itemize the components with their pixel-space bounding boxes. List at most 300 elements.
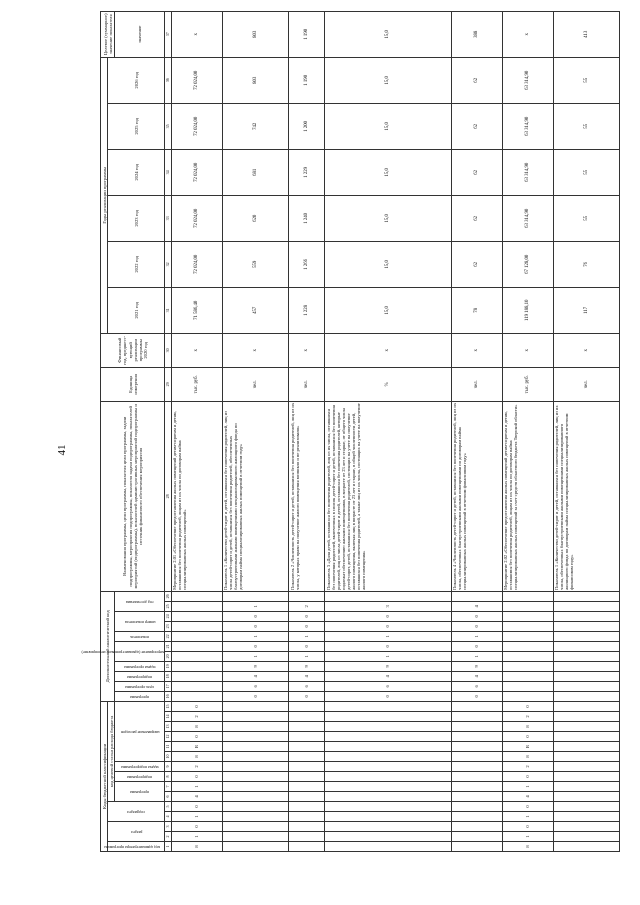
kbk-code-cell bbox=[222, 722, 288, 732]
kbk-code-cell: 1 bbox=[171, 832, 222, 842]
column-index: 36 bbox=[165, 57, 171, 103]
extra-code-cell: 0 bbox=[289, 691, 325, 701]
kbk-code-cell bbox=[553, 722, 619, 732]
kbk-code-cell: 0 bbox=[171, 772, 222, 782]
extra-code-cell bbox=[553, 611, 619, 621]
extra-code-cell: 1 bbox=[222, 631, 288, 641]
kbk-code-cell bbox=[289, 722, 325, 732]
extra-code-cell: 2 bbox=[289, 601, 325, 611]
kbk-code-cell bbox=[289, 822, 325, 832]
kbk-code-cell bbox=[451, 732, 502, 742]
kbk-code-cell bbox=[325, 842, 451, 852]
podrazdel-header-text: подраздел bbox=[127, 809, 145, 815]
podprogramma-header bbox=[115, 772, 165, 782]
row-year-value: 72 024,00 bbox=[171, 103, 222, 149]
extra-code-cell bbox=[553, 591, 619, 601]
extra-code-cell bbox=[171, 671, 222, 681]
extra-code-cell: 9 bbox=[222, 661, 288, 671]
kbk-code-cell bbox=[553, 792, 619, 802]
row-name: Показатель 4 «Численность детей-сирот и детей, оставшихся без попечения родителей, лиц из их числа, обеспеченных благоустроенными жилыми помещениями по договорам найма специализированных жилых помещений в отчетном финансовом году» bbox=[451, 401, 502, 591]
kbk-code-cell bbox=[553, 812, 619, 822]
column-index: 29 bbox=[165, 367, 171, 401]
kbk-code-cell bbox=[451, 792, 502, 802]
program-header-text: программа bbox=[130, 789, 150, 795]
kbk-code-cell bbox=[451, 832, 502, 842]
row-financing: х bbox=[171, 333, 222, 367]
kbk-code-cell bbox=[222, 762, 288, 772]
kbk-code-cell bbox=[325, 752, 451, 762]
row-year-value: 71 586,40 bbox=[171, 287, 222, 333]
row-year-value: 63 314,90 bbox=[502, 149, 553, 195]
row-year-value: 742 bbox=[222, 103, 288, 149]
kbk-code-cell bbox=[289, 842, 325, 852]
row-year-value: 55 bbox=[553, 195, 619, 241]
row-name: Показатель 1 «Количество детей-сирот и детей, оставшихся без попечения родителей, лиц из их числа, обеспеченных благоустроенными жилыми помещениями специализированного жилищного фонда по договорам найма специализированных жилых помещений в отчетном финансовом году» bbox=[553, 401, 619, 591]
extra-code-cell: 4 bbox=[325, 671, 451, 681]
row-year-value: 119 188,10 bbox=[502, 287, 553, 333]
extra-cel-header-1 bbox=[115, 681, 165, 691]
kbk-code-cell bbox=[289, 792, 325, 802]
extra-podprogramma-header-2-text: подпрограмма bbox=[127, 674, 153, 680]
extra-code-cell bbox=[171, 691, 222, 701]
extra-code-cell: 6 bbox=[451, 681, 502, 691]
header-row-groups bbox=[101, 11, 108, 851]
extra-code-cell bbox=[553, 641, 619, 651]
kbk-code-cell bbox=[451, 822, 502, 832]
kbk-code-cell: R bbox=[502, 742, 553, 752]
kbk-code-cell: 2 bbox=[502, 762, 553, 772]
extra-code-cell: 1 bbox=[222, 601, 288, 611]
kbk-code-cell bbox=[553, 762, 619, 772]
row-name: Мероприятие 2.02 «Обеспечение предоставления жилых помещений детям-сиротам и детям, оставшимся без попечения родителей, лицам из их числа по договорам найма специализированных жилых помещений за счет средств областного бюджета Тверской области» bbox=[502, 401, 553, 591]
row-year-value: 559 bbox=[222, 241, 288, 287]
extra-program-header-0-text: программа bbox=[130, 694, 150, 700]
extra-code-cell: 0 bbox=[289, 641, 325, 651]
column-index: 31 bbox=[165, 287, 171, 333]
column-index: 37 bbox=[165, 11, 171, 57]
row-year-value: 78 bbox=[451, 287, 502, 333]
extra-code-cell bbox=[502, 681, 553, 691]
row-year-value: 1 266 bbox=[289, 241, 325, 287]
extra-code-cell: 3 bbox=[325, 601, 451, 611]
napravlenie-header-text: направление расходов bbox=[120, 729, 160, 735]
kbk-code-cell: 0 bbox=[171, 802, 222, 812]
zadacha-header-text: задача подпрограммы bbox=[120, 764, 159, 770]
kbk-code-cell bbox=[451, 762, 502, 772]
extra-code-cell: 0 bbox=[289, 621, 325, 631]
kbk-code-cell bbox=[289, 762, 325, 772]
row-name: Показатель 1 «Количество детей-сирот и детей, оставшихся без попечения родителей, лиц из числа детей-сирот и детей, оставшихся без попечения родителей, обеспеченных благоустроенными жилыми помещениями специализированного жилищного фонда по договорам найма специализированных жилых помещений в отчетном году» bbox=[222, 401, 288, 591]
extra-code-cell: 6 bbox=[289, 681, 325, 691]
admin-code-header-text: код администратора программы bbox=[104, 844, 161, 850]
kbk-code-cell bbox=[222, 742, 288, 752]
row-year-value: 1 190 bbox=[289, 57, 325, 103]
kbk-code-cell bbox=[222, 842, 288, 852]
kbk-code-cell bbox=[553, 842, 619, 852]
extra-code-cell bbox=[325, 591, 451, 601]
kbk-code-cell bbox=[553, 772, 619, 782]
row-unit: чел. bbox=[289, 367, 325, 401]
kbk-code-cell bbox=[289, 782, 325, 792]
row-year-value: 62 bbox=[451, 195, 502, 241]
kbk-code-cell bbox=[451, 842, 502, 852]
row-financing: х bbox=[222, 333, 288, 367]
row-year-value: 15,0 bbox=[325, 241, 451, 287]
extra-code-cell bbox=[553, 601, 619, 611]
row-target: х bbox=[171, 11, 222, 57]
row-unit: тыс. руб. bbox=[171, 367, 222, 401]
podrazdel-header bbox=[108, 802, 165, 822]
row-unit: % bbox=[325, 367, 451, 401]
table-row bbox=[502, 11, 553, 851]
year-header-6: 2026 год bbox=[108, 57, 165, 103]
row-year-value: 63 314,90 bbox=[502, 195, 553, 241]
extra-code-cell bbox=[502, 691, 553, 701]
row-financing: х bbox=[502, 333, 553, 367]
extra-code-cell bbox=[553, 621, 619, 631]
year-header-5: 2025 год bbox=[108, 103, 165, 149]
target-value-header: значение bbox=[115, 11, 165, 57]
extra-code-cell bbox=[553, 681, 619, 691]
kbk-code-cell bbox=[222, 832, 288, 842]
extra-code-cell: 0 bbox=[451, 621, 502, 631]
extra-code-cell: 6 bbox=[325, 681, 451, 691]
column-index: 33 bbox=[165, 195, 171, 241]
row-year-value: 1 200 bbox=[289, 103, 325, 149]
kbk-code-cell bbox=[325, 712, 451, 722]
extra-code-cell bbox=[171, 611, 222, 621]
kbk-code-cell bbox=[451, 772, 502, 782]
kbk-code-cell: 0 bbox=[171, 822, 222, 832]
kbk-code-cell: 0 bbox=[171, 701, 222, 711]
extra-code-cell bbox=[171, 651, 222, 661]
kbk-code-cell bbox=[553, 732, 619, 742]
column-index: 4 bbox=[165, 812, 171, 822]
extra-code-cell bbox=[171, 631, 222, 641]
kbk-code-cell bbox=[222, 812, 288, 822]
extra-code-cell: 6 bbox=[222, 681, 288, 691]
kbk-code-cell bbox=[325, 822, 451, 832]
kbk-code-cell bbox=[325, 792, 451, 802]
razdel-header-text: раздел bbox=[130, 829, 142, 835]
year-header-2: 2022 год bbox=[108, 241, 165, 287]
row-year-value: 55 bbox=[553, 149, 619, 195]
kbk-code-cell bbox=[325, 832, 451, 842]
kbk-code-cell: R bbox=[171, 742, 222, 752]
program-indicators-table bbox=[81, 11, 620, 852]
extra-code-cell: 0 bbox=[222, 641, 288, 651]
extra-program-header-0 bbox=[115, 691, 165, 701]
kbk-code-cell bbox=[222, 701, 288, 711]
kbk-code-cell: 8 bbox=[502, 842, 553, 852]
year-header-3: 2023 год bbox=[108, 195, 165, 241]
kbk-code-cell bbox=[289, 742, 325, 752]
names-header: Наименования программы, цели программы, показателя цели программы, задачи подпрограммы, мероприятия подпрограммы, показателя задачи подпрограммы, показателей мероприятий (подпрограммы), показателей административных мероприятий подпрограммы и источник финансового обеспечения мероприятия bbox=[101, 401, 165, 591]
financing-year-header: Финансовый год, предшест-вующий реализации программы 2020 год bbox=[101, 333, 165, 367]
row-target: 15,0 bbox=[325, 11, 451, 57]
column-index: 5 bbox=[165, 802, 171, 812]
column-index: 30 bbox=[165, 333, 171, 367]
column-index: 26 bbox=[165, 591, 171, 601]
column-index: 1 bbox=[165, 842, 171, 852]
kbk-code-cell bbox=[325, 782, 451, 792]
extra-code-cell: 0 bbox=[325, 621, 451, 631]
row-year-value: 15,0 bbox=[325, 195, 451, 241]
extra-code-cell bbox=[502, 661, 553, 671]
kbk-code-cell bbox=[222, 782, 288, 792]
extra-code-cell: 0 bbox=[222, 611, 288, 621]
kbk-code-cell bbox=[289, 832, 325, 842]
extra-code-cell: 9 bbox=[451, 661, 502, 671]
column-index: 19 bbox=[165, 661, 171, 671]
extra-code-cell: 4 bbox=[289, 671, 325, 681]
kbk-code-cell: 0 bbox=[502, 802, 553, 812]
extra-code-cell: 0 bbox=[451, 641, 502, 651]
kbk-code-cell bbox=[222, 732, 288, 742]
column-index: 3 bbox=[165, 822, 171, 832]
extra-code-cell: 9 bbox=[325, 661, 451, 671]
row-year-value: 72 024,00 bbox=[171, 241, 222, 287]
kbk-code-cell bbox=[451, 782, 502, 792]
row-target: 803 bbox=[222, 11, 288, 57]
kbk-code-cell bbox=[289, 732, 325, 742]
column-index: 13 bbox=[165, 722, 171, 732]
row-year-value: 1 229 bbox=[289, 149, 325, 195]
kbk-code-cell: 2 bbox=[171, 712, 222, 722]
program-header bbox=[115, 782, 165, 802]
extra-code-cell bbox=[502, 591, 553, 601]
unit-header: Единица измерения bbox=[101, 367, 165, 401]
kbk-code-cell: 4 bbox=[502, 792, 553, 802]
column-index: 6 bbox=[165, 792, 171, 802]
extra-code-cell: 0 bbox=[222, 621, 288, 631]
row-target: 1 190 bbox=[289, 11, 325, 57]
extra-code-cell bbox=[222, 591, 288, 601]
extra-pokazatel-header-5-text: показатель bbox=[130, 634, 150, 640]
kbk-code-cell bbox=[451, 701, 502, 711]
column-index: 11 bbox=[165, 742, 171, 752]
extra-code-cell bbox=[553, 661, 619, 671]
extra-code-cell bbox=[171, 681, 222, 691]
kbk-code-cell bbox=[325, 762, 451, 772]
column-index: 2 bbox=[165, 832, 171, 842]
row-financing: х bbox=[451, 333, 502, 367]
column-index: 9 bbox=[165, 762, 171, 772]
extra-code-cell bbox=[502, 621, 553, 631]
column-index: 28 bbox=[165, 401, 171, 591]
extra-code-cell: 1 bbox=[222, 651, 288, 661]
kbk-code-cell: 0 bbox=[502, 822, 553, 832]
extra-code-cell: 1 bbox=[289, 631, 325, 641]
kbk-code-cell: 8 bbox=[171, 722, 222, 732]
kbk-code-cell bbox=[222, 802, 288, 812]
kbk-code-cell: 8 bbox=[171, 842, 222, 852]
extra-code-cell bbox=[502, 651, 553, 661]
kbk-code-cell bbox=[325, 732, 451, 742]
page-number: 41 bbox=[56, 444, 68, 456]
column-index: 35 bbox=[165, 103, 171, 149]
extra-cel-header-1-text: цель программы bbox=[125, 684, 155, 690]
cbs-group-header: код целевой статьи расхода бюджета bbox=[108, 701, 115, 801]
row-name: Мероприятие 2.01 «Обеспечение предоставления жилых помещений детям-сиротам и детям, оставшимся без попечения родителей, лицам из их числа по договорам найма специализированных жилых помещений» bbox=[171, 401, 222, 591]
row-year-value: 1 240 bbox=[289, 195, 325, 241]
extra-code-cell bbox=[502, 631, 553, 641]
row-financing: х bbox=[325, 333, 451, 367]
zadacha-header bbox=[115, 762, 165, 772]
table-row bbox=[289, 11, 325, 851]
kbk-code-cell bbox=[289, 812, 325, 822]
row-target: х bbox=[502, 11, 553, 57]
extra-code-cell bbox=[171, 621, 222, 631]
extra-code-group-header: Дополнительный аналитический код bbox=[101, 591, 115, 701]
years-group-header: Годы реализации программы bbox=[101, 57, 108, 333]
extra-code-cell: 4 bbox=[451, 601, 502, 611]
column-index: 22 bbox=[165, 631, 171, 641]
extra-code-cell bbox=[171, 661, 222, 671]
column-index: 15 bbox=[165, 701, 171, 711]
kbk-code-cell bbox=[553, 832, 619, 842]
kbk-code-cell: 1 bbox=[502, 832, 553, 842]
row-year-value: 62 bbox=[451, 149, 502, 195]
extra-code-cell: 1 bbox=[289, 651, 325, 661]
extra-code-cell bbox=[553, 671, 619, 681]
table-row bbox=[222, 11, 288, 851]
kbk-code-cell: 1 bbox=[502, 812, 553, 822]
row-year-value: 63 314,90 bbox=[502, 57, 553, 103]
year-header-4: 2024 год bbox=[108, 149, 165, 195]
extra-god-header-7-text: год достижения bbox=[126, 599, 154, 605]
extra-code-cell bbox=[171, 601, 222, 611]
extra-code-cell: 1 bbox=[325, 651, 451, 661]
year-header-1: 2021 год bbox=[108, 287, 165, 333]
extra-meropriyatie-header-4-text: мероприятие (административное мероприятие) bbox=[81, 649, 164, 655]
extra-code-cell: 4 bbox=[222, 671, 288, 681]
kbk-code-cell: 0 bbox=[502, 701, 553, 711]
row-year-value: 55 bbox=[553, 103, 619, 149]
kbk-code-cell bbox=[553, 822, 619, 832]
kbk-code-cell bbox=[289, 772, 325, 782]
extra-podprogramma-header-2 bbox=[115, 671, 165, 681]
kbk-code-cell bbox=[451, 722, 502, 732]
row-year-value: 67 128,00 bbox=[502, 241, 553, 287]
kbk-code-cell bbox=[222, 712, 288, 722]
kbk-code-cell bbox=[553, 782, 619, 792]
kbk-code-cell: 8 bbox=[502, 752, 553, 762]
kbk-code-cell: 1 bbox=[171, 782, 222, 792]
kbk-code-cell: 2 bbox=[171, 762, 222, 772]
extra-pokazatel-header-5 bbox=[115, 631, 165, 641]
column-index: 25 bbox=[165, 601, 171, 611]
extra-code-cell: 4 bbox=[451, 671, 502, 681]
column-index: 34 bbox=[165, 149, 171, 195]
row-unit: чел. bbox=[451, 367, 502, 401]
kbk-code-cell bbox=[289, 701, 325, 711]
row-year-value: 15,0 bbox=[325, 103, 451, 149]
kbk-code-cell: 4 bbox=[171, 792, 222, 802]
table-row bbox=[553, 11, 619, 851]
extra-code-cell bbox=[289, 591, 325, 601]
row-year-value: 72 024,00 bbox=[171, 149, 222, 195]
kbk-code-cell bbox=[325, 742, 451, 752]
napravlenie-header bbox=[115, 701, 165, 761]
table-row bbox=[451, 11, 502, 851]
row-year-value: 15,0 bbox=[325, 149, 451, 195]
column-index: 18 bbox=[165, 671, 171, 681]
row-year-value: 1 228 bbox=[289, 287, 325, 333]
kbk-code-cell: 1 bbox=[502, 782, 553, 792]
extra-code-cell: 1 bbox=[451, 651, 502, 661]
kbk-code-cell bbox=[222, 772, 288, 782]
extra-code-cell: 0 bbox=[325, 611, 451, 621]
row-year-value: 15,0 bbox=[325, 287, 451, 333]
extra-code-cell bbox=[553, 651, 619, 661]
table-row bbox=[171, 11, 222, 851]
extra-code-cell bbox=[171, 641, 222, 651]
row-year-value: 55 bbox=[553, 57, 619, 103]
row-name: Показатель 3 «Доля детей, оставшихся без попечения родителей, лиц из их числа, оставшихся без попечения родителей, включенных в список детей-сирот и детей, оставшихся без попечения родителей, лиц из числа детей-сирот и детей, оставшихся без попечения родителей, которые подлежат обеспечению жилыми помещениями, в возрасте от 23 лет и старше, от общего числа детей-сирот, детей, оставшихся без попечения родителей, состоящих на учете на получение жилого помещения, включая лиц в возрасте от 23 лет и старше, в общей численности детей, оставшихся без попечения родителей, а также лиц из их числа, состоящих на учете на получение жилого помещения» bbox=[325, 401, 451, 591]
kbk-code-cell: 0 bbox=[502, 732, 553, 742]
row-year-value: 620 bbox=[222, 195, 288, 241]
kbk-code-cell bbox=[289, 752, 325, 762]
kbk-code-cell bbox=[325, 812, 451, 822]
kbk-code-cell: 8 bbox=[502, 722, 553, 732]
target-header: Целевое (суммарное) значение показателя bbox=[101, 11, 115, 57]
kbk-code-cell bbox=[451, 802, 502, 812]
extra-code-cell: 0 bbox=[289, 611, 325, 621]
column-index: 16 bbox=[165, 691, 171, 701]
extra-code-cell bbox=[502, 601, 553, 611]
extra-nomer-header-6-text: номер показателя bbox=[124, 619, 156, 625]
column-index: 20 bbox=[165, 651, 171, 661]
extra-code-cell bbox=[502, 671, 553, 681]
row-year-value: 63 314,90 bbox=[502, 103, 553, 149]
column-index: 32 bbox=[165, 241, 171, 287]
extra-code-cell: 9 bbox=[289, 661, 325, 671]
column-index: 12 bbox=[165, 732, 171, 742]
kbk-code-cell bbox=[553, 752, 619, 762]
extra-code-cell bbox=[553, 631, 619, 641]
row-year-value: 803 bbox=[222, 57, 288, 103]
extra-code-cell: 0 bbox=[222, 691, 288, 701]
extra-code-cell: 0 bbox=[451, 611, 502, 621]
row-year-value: 72 024,00 bbox=[171, 195, 222, 241]
kbk-code-cell bbox=[289, 802, 325, 812]
kbk-code-cell bbox=[325, 772, 451, 782]
row-unit: чел. bbox=[222, 367, 288, 401]
kbk-code-cell bbox=[553, 712, 619, 722]
column-index: 7 bbox=[165, 782, 171, 792]
kbk-code-cell bbox=[553, 742, 619, 752]
row-year-value: 76 bbox=[553, 241, 619, 287]
extra-god-header-7 bbox=[115, 591, 165, 611]
row-financing: х bbox=[553, 333, 619, 367]
row-name: Показатель 2 «Численность детей-сирот и детей, оставшихся без попечения родителей, лиц из их числа, у которых право на получение жилого помещения возникло и не реализовано» bbox=[289, 401, 325, 591]
kbk-code-cell bbox=[325, 722, 451, 732]
extra-code-cell: 1 bbox=[451, 631, 502, 641]
landscape-sheet bbox=[81, 13, 620, 852]
extra-code-cell: 0 bbox=[325, 641, 451, 651]
row-year-value: 15,0 bbox=[325, 57, 451, 103]
kbk-code-cell bbox=[222, 822, 288, 832]
kbk-code-cell bbox=[222, 752, 288, 762]
row-target: 413 bbox=[553, 11, 619, 57]
kbk-code-cell bbox=[553, 701, 619, 711]
extra-code-cell bbox=[553, 691, 619, 701]
kbk-code-cell bbox=[325, 701, 451, 711]
row-year-value: 681 bbox=[222, 149, 288, 195]
row-unit: тыс. руб. bbox=[502, 367, 553, 401]
razdel-header bbox=[108, 822, 165, 842]
